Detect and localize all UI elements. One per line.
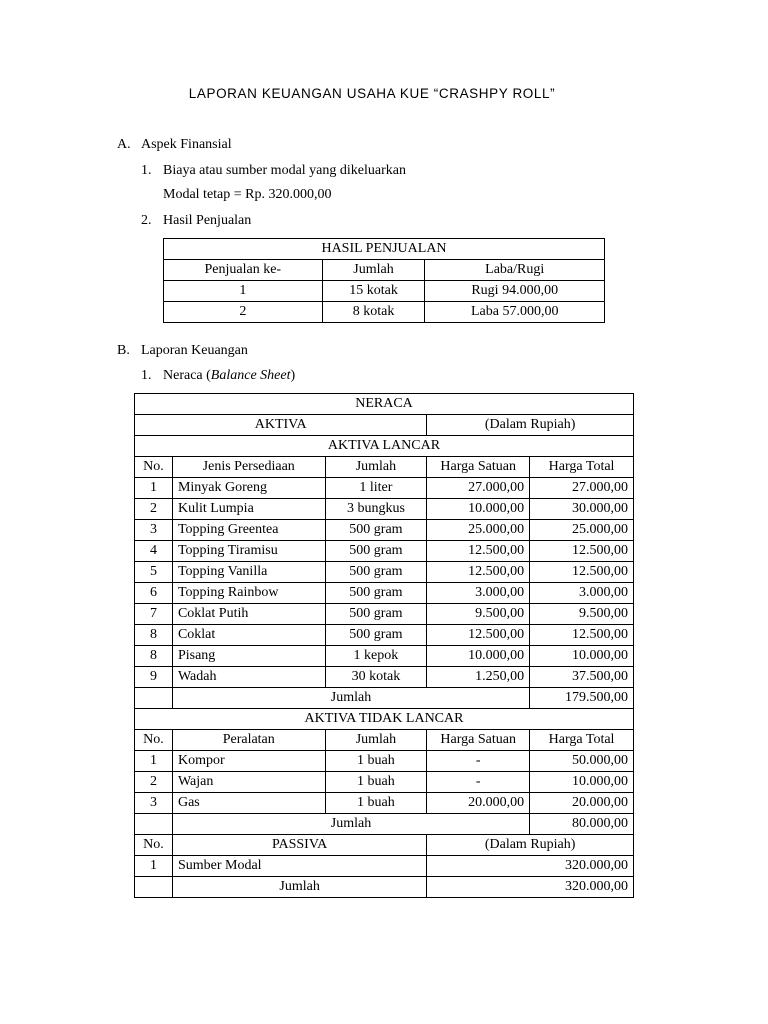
aktiva-tidak-lancar-rows: [135, 751, 634, 814]
table-cell: 1 kepok: [325, 646, 427, 667]
table-cell: Pisang: [172, 646, 325, 667]
aktiva-label: AKTIVA: [135, 415, 427, 436]
table-cell: 10.000,00: [530, 772, 634, 793]
total-value: 179.500,00: [530, 688, 634, 709]
table-cell: 7: [135, 604, 173, 625]
neraca-table: [134, 393, 634, 898]
table-cell: Kompor: [172, 751, 325, 772]
header-cell: Jumlah: [325, 730, 427, 751]
table-row: [135, 478, 634, 499]
header-cell: No.: [135, 457, 173, 478]
section-a-label: A.: [117, 137, 131, 152]
table-cell: 3: [135, 520, 173, 541]
table-cell: 27.000,00: [530, 478, 634, 499]
table-cell: 3.000,00: [530, 583, 634, 604]
passiva-header-row: [135, 835, 634, 856]
header-cell: No.: [135, 835, 173, 856]
table-cell: 500 gram: [325, 520, 427, 541]
table-header-row: [135, 457, 634, 478]
header-cell: Jenis Persediaan: [172, 457, 325, 478]
table-cell: Wadah: [172, 667, 325, 688]
neraca-heading-text: Neraca (: [163, 368, 211, 383]
table-cell: 1 buah: [325, 751, 427, 772]
neraca-heading-close: ): [290, 368, 296, 383]
table-cell: 12.500,00: [530, 562, 634, 583]
table-cell: 6: [135, 583, 173, 604]
table-cell: 8 kotak: [322, 302, 425, 323]
table-row: [135, 499, 634, 520]
table-cell: 3 bungkus: [325, 499, 427, 520]
table-cell: 8: [135, 646, 173, 667]
table-cell: 1 buah: [325, 772, 427, 793]
table-cell: 5: [135, 562, 173, 583]
header-cell: Penjualan ke-: [164, 260, 323, 281]
header-cell: Harga Total: [530, 730, 634, 751]
sales-table: [163, 238, 605, 323]
modal-tetap-line: Modal tetap = Rp. 320.000,00: [163, 187, 332, 202]
table-row: [135, 562, 634, 583]
table-cell: Topping Rainbow: [172, 583, 325, 604]
table-cell: -: [427, 772, 530, 793]
table-cell: 30.000,00: [530, 499, 634, 520]
table-cell: -: [427, 751, 530, 772]
table-cell: 10.000,00: [427, 499, 530, 520]
table-cell: 1: [135, 751, 173, 772]
table-cell: 500 gram: [325, 604, 427, 625]
total-row: [135, 688, 634, 709]
section-a-item1-num: 1.: [141, 163, 152, 178]
table-cell: Minyak Goreng: [172, 478, 325, 499]
table-cell: 12.500,00: [427, 562, 530, 583]
unit-label: (Dalam Rupiah): [427, 415, 634, 436]
table-cell: 500 gram: [325, 583, 427, 604]
table-row: [135, 604, 634, 625]
table-cell: 1 liter: [325, 478, 427, 499]
table-cell: 9: [135, 667, 173, 688]
header-cell: No.: [135, 730, 173, 751]
table-cell: Coklat: [172, 625, 325, 646]
table-cell: 12.500,00: [427, 625, 530, 646]
table-cell: Topping Greentea: [172, 520, 325, 541]
header-cell: Jumlah: [325, 457, 427, 478]
section-a-heading: Aspek Finansial: [141, 137, 232, 152]
table-row: [135, 751, 634, 772]
aktiva-lancar-rows: [135, 478, 634, 688]
table-cell: Kulit Lumpia: [172, 499, 325, 520]
table-cell: 12.500,00: [427, 541, 530, 562]
table-cell: 50.000,00: [530, 751, 634, 772]
table-cell: 1: [135, 478, 173, 499]
table-cell: 9.500,00: [530, 604, 634, 625]
table-cell: 25.000,00: [427, 520, 530, 541]
table-cell: 500 gram: [325, 562, 427, 583]
table-cell: 15 kotak: [322, 281, 425, 302]
table-cell: 12.500,00: [530, 625, 634, 646]
table-cell: 1: [164, 281, 323, 302]
table-row: [135, 541, 634, 562]
table-cell: 30 kotak: [325, 667, 427, 688]
table-cell: Topping Tiramisu: [172, 541, 325, 562]
header-cell: Laba/Rugi: [425, 260, 605, 281]
table-cell: Coklat Putih: [172, 604, 325, 625]
header-cell: Harga Satuan: [427, 730, 530, 751]
table-cell: 25.000,00: [530, 520, 634, 541]
table-cell: 1: [135, 856, 173, 877]
header-cell: Harga Satuan: [427, 457, 530, 478]
table-row: [135, 667, 634, 688]
table-cell: 3.000,00: [427, 583, 530, 604]
header-cell: Peralatan: [172, 730, 325, 751]
table-row: [135, 520, 634, 541]
table-cell: 8: [135, 625, 173, 646]
table-row: [135, 583, 634, 604]
table-cell: Rugi 94.000,00: [425, 281, 605, 302]
total-row: [135, 814, 634, 835]
header-cell: Jumlah: [322, 260, 425, 281]
table-cell: 10.000,00: [530, 646, 634, 667]
table-header-row: [164, 260, 605, 281]
total-value: 80.000,00: [530, 814, 634, 835]
table-cell: 20.000,00: [530, 793, 634, 814]
table-cell: 2: [135, 772, 173, 793]
balance-sheet-italic: Balance Sheet: [210, 368, 291, 383]
section-a-item2-text: Hasil Penjualan: [163, 213, 252, 228]
table-cell: 500 gram: [325, 625, 427, 646]
sales-table-title: HASIL PENJUALAN: [164, 239, 605, 260]
table-cell: 27.000,00: [427, 478, 530, 499]
section-a-item1-text: Biaya atau sumber modal yang dikeluarkan: [163, 163, 406, 178]
table-cell: 320.000,00: [427, 856, 634, 877]
table-cell: Sumber Modal: [172, 856, 426, 877]
total-row: [135, 877, 634, 898]
table-cell: 20.000,00: [427, 793, 530, 814]
document-title: LAPORAN KEUANGAN USAHA KUE “CRASHPY ROLL”: [188, 86, 556, 101]
table-row: [135, 856, 634, 877]
neraca-heading: [163, 368, 295, 384]
table-cell: 9.500,00: [427, 604, 530, 625]
table-header-row: [135, 730, 634, 751]
section-b-heading: Laporan Keuangan: [141, 343, 248, 358]
table-cell: 3: [135, 793, 173, 814]
table-cell: 1.250,00: [427, 667, 530, 688]
table-cell: 37.500,00: [530, 667, 634, 688]
section-a-item2-num: 2.: [141, 213, 152, 228]
passiva-unit: (Dalam Rupiah): [427, 835, 634, 856]
neraca-title: NERACA: [135, 394, 634, 415]
table-cell: 1 buah: [325, 793, 427, 814]
table-row: [135, 793, 634, 814]
passiva-label: PASSIVA: [172, 835, 426, 856]
table-cell: 10.000,00: [427, 646, 530, 667]
section-b-item1-num: 1.: [141, 368, 152, 383]
table-cell: Topping Vanilla: [172, 562, 325, 583]
table-cell: 500 gram: [325, 541, 427, 562]
total-label: Jumlah: [172, 814, 529, 835]
table-cell: 2: [164, 302, 323, 323]
total-label: Jumlah: [172, 877, 426, 898]
aktiva-lancar-title: AKTIVA LANCAR: [135, 436, 634, 457]
table-row: [135, 772, 634, 793]
table-row: [135, 625, 634, 646]
table-cell: 4: [135, 541, 173, 562]
table-cell: Wajan: [172, 772, 325, 793]
header-cell: Harga Total: [530, 457, 634, 478]
table-row: [164, 281, 605, 302]
table-row: [164, 302, 605, 323]
table-cell: Laba 57.000,00: [425, 302, 605, 323]
table-cell: 12.500,00: [530, 541, 634, 562]
total-label: Jumlah: [172, 688, 529, 709]
aktiva-tidak-lancar-title: AKTIVA TIDAK LANCAR: [135, 709, 634, 730]
table-cell: 2: [135, 499, 173, 520]
table-row: [135, 646, 634, 667]
total-value: 320.000,00: [427, 877, 634, 898]
table-cell: Gas: [172, 793, 325, 814]
section-b-label: B.: [117, 343, 130, 358]
